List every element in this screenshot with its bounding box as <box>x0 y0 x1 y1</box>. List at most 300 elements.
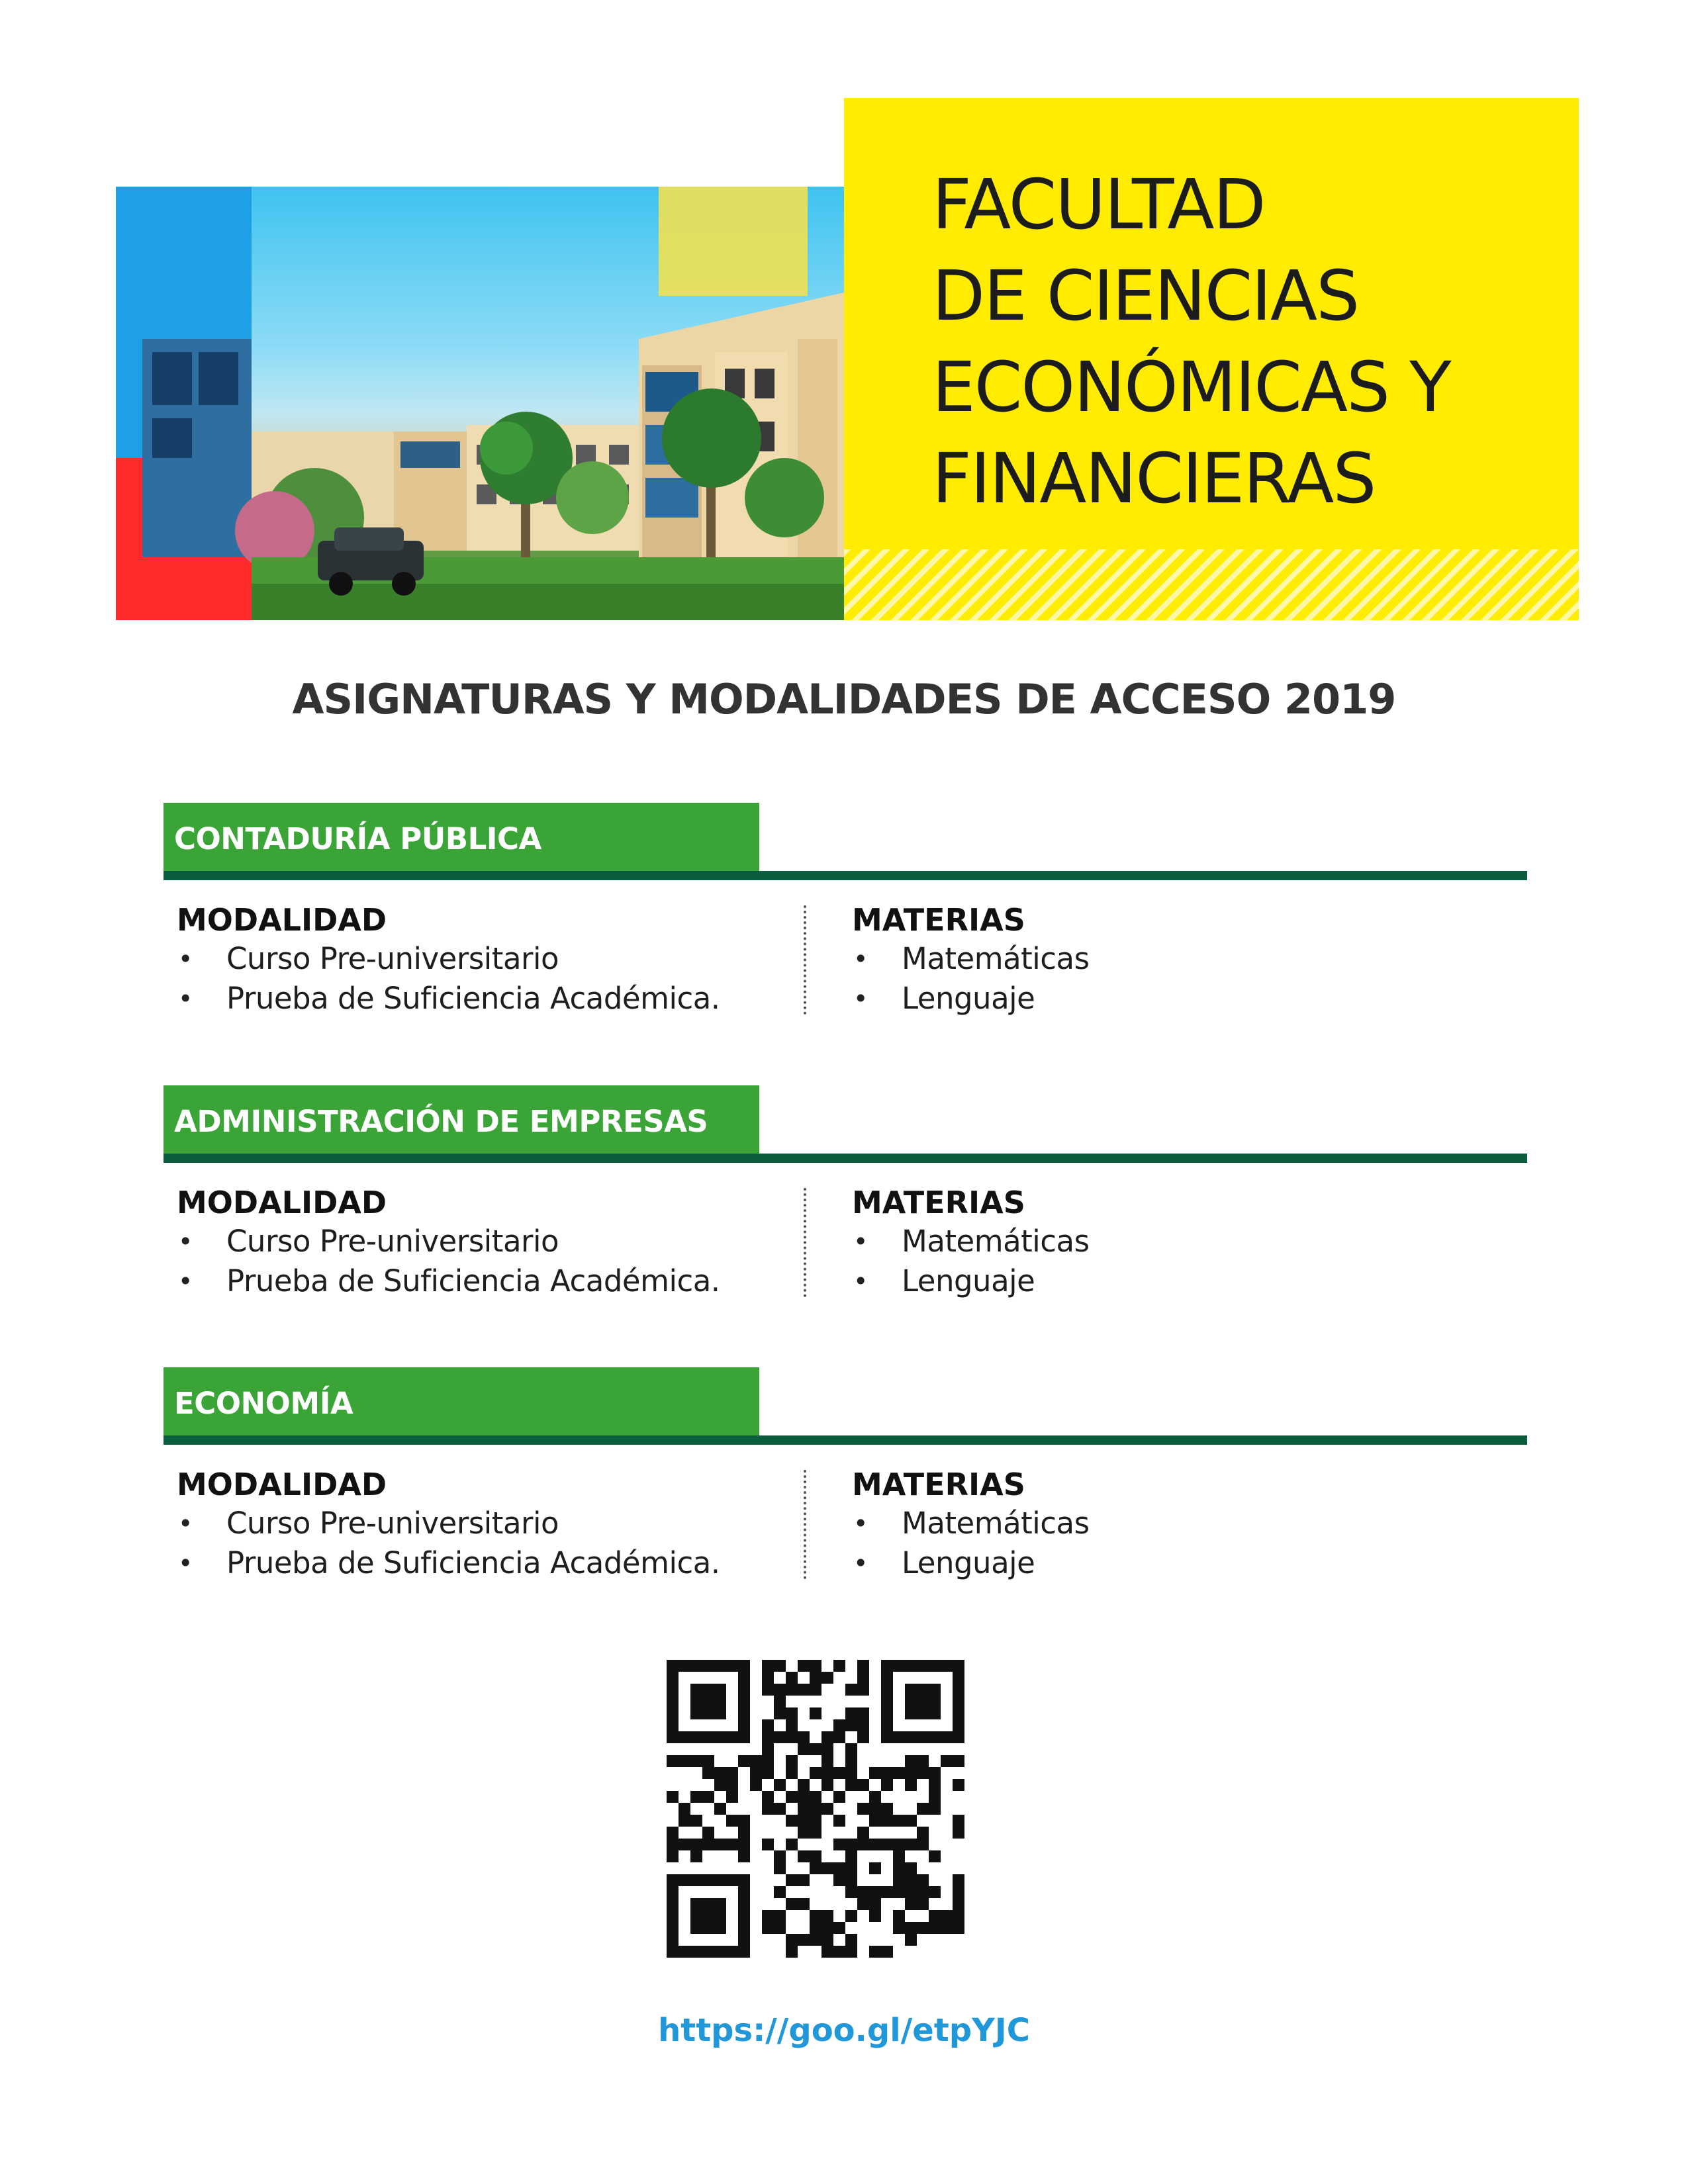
qr-module <box>774 1731 786 1743</box>
qr-module <box>905 1815 917 1827</box>
qr-module <box>714 1946 726 1958</box>
qr-module <box>953 1719 964 1731</box>
qr-module <box>690 1850 702 1862</box>
faculty-title-line-2: DE CIENCIAS <box>932 255 1359 336</box>
qr-module <box>905 1767 917 1779</box>
qr-module <box>702 1827 714 1839</box>
qr-module <box>702 1898 714 1910</box>
qr-module <box>857 1779 869 1791</box>
qr-module <box>750 1779 762 1791</box>
qr-module <box>762 1755 774 1767</box>
program-title: ADMINISTRACIÓN DE EMPRESAS <box>164 1085 759 1154</box>
qr-module <box>762 1922 774 1934</box>
qr-module <box>869 1898 881 1910</box>
qr-module <box>869 1946 881 1958</box>
qr-module <box>917 1886 929 1898</box>
qr-module <box>702 1684 714 1696</box>
qr-module <box>893 1910 905 1922</box>
qr-module <box>702 1946 714 1958</box>
qr-module <box>679 1946 690 1958</box>
qr-module <box>690 1731 702 1743</box>
qr-module <box>917 1660 929 1672</box>
qr-module <box>857 1898 869 1910</box>
qr-module <box>786 1755 798 1767</box>
qr-module <box>881 1886 893 1898</box>
qr-module <box>905 1707 917 1719</box>
qr-module <box>679 1874 690 1886</box>
qr-module <box>774 1803 786 1815</box>
qr-module <box>786 1672 798 1684</box>
qr-module <box>953 1707 964 1719</box>
qr-module <box>941 1660 953 1672</box>
qr-module <box>714 1803 726 1815</box>
qr-module <box>881 1660 893 1672</box>
qr-module <box>690 1815 702 1827</box>
bullet-icon: • <box>178 1227 193 1256</box>
qr-module <box>881 1707 893 1719</box>
qr-module <box>929 1767 941 1779</box>
list-item <box>852 1261 1474 1301</box>
qr-module <box>762 1767 774 1779</box>
qr-module <box>702 1660 714 1672</box>
qr-module <box>857 1707 869 1719</box>
qr-module <box>845 1850 857 1862</box>
qr-module <box>702 1839 714 1850</box>
qr-module <box>869 1862 881 1874</box>
column-divider <box>804 905 806 1015</box>
qr-module <box>786 1684 798 1696</box>
qr-module <box>786 1946 798 1958</box>
bullet-icon: • <box>178 1549 193 1578</box>
qr-module <box>881 1767 893 1779</box>
list-item <box>852 1504 1474 1543</box>
qr-module <box>667 1696 679 1707</box>
qr-module <box>845 1910 857 1922</box>
qr-module <box>845 1862 857 1874</box>
column-divider <box>804 1188 806 1297</box>
qr-module <box>726 1839 738 1850</box>
modalidad-column <box>177 1183 799 1301</box>
qr-module <box>690 1839 702 1850</box>
qr-module <box>810 1803 821 1815</box>
qr-module <box>929 1791 941 1803</box>
materias-column <box>852 1183 1474 1301</box>
qr-module <box>905 1696 917 1707</box>
qr-module <box>893 1874 905 1886</box>
qr-module <box>750 1755 762 1767</box>
qr-module <box>869 1910 881 1922</box>
qr-module <box>821 1743 833 1755</box>
qr-module <box>929 1850 941 1862</box>
qr-module <box>953 1886 964 1898</box>
qr-module <box>714 1779 726 1791</box>
qr-module <box>821 1755 833 1767</box>
modalidad-heading: MODALIDAD <box>177 902 387 938</box>
qr-module <box>786 1815 798 1827</box>
qr-module <box>821 1672 833 1684</box>
qr-module <box>845 1886 857 1898</box>
qr-module <box>810 1767 821 1779</box>
qr-module <box>702 1767 714 1779</box>
program-title: CONTADURÍA PÚBLICA <box>164 803 759 871</box>
qr-module <box>702 1874 714 1886</box>
qr-module <box>833 1791 845 1803</box>
qr-module <box>774 1779 786 1791</box>
qr-module <box>917 1696 929 1707</box>
bullet-icon: • <box>853 1267 868 1296</box>
materias-heading: MATERIAS <box>852 1467 1025 1502</box>
modalidad-heading: MODALIDAD <box>177 1467 387 1502</box>
qr-module <box>738 1839 750 1850</box>
qr-module <box>929 1731 941 1743</box>
qr-module <box>738 1910 750 1922</box>
qr-module <box>667 1946 679 1958</box>
qr-module <box>667 1672 679 1684</box>
qr-module <box>881 1719 893 1731</box>
qr-module <box>881 1684 893 1696</box>
qr-module <box>881 1946 893 1958</box>
qr-module <box>774 1922 786 1934</box>
qr-module <box>798 1827 810 1839</box>
qr-module <box>738 1898 750 1910</box>
qr-module <box>738 1874 750 1886</box>
qr-module <box>821 1862 833 1874</box>
materias-heading: MATERIAS <box>852 902 1025 938</box>
qr-module <box>679 1755 690 1767</box>
qr-module <box>953 1827 964 1839</box>
qr-module <box>667 1827 679 1839</box>
qr-module <box>798 1791 810 1803</box>
qr-module <box>690 1707 702 1719</box>
qr-module <box>869 1791 881 1803</box>
qr-module <box>762 1731 774 1743</box>
qr-code-graphic <box>667 1660 964 1958</box>
qr-module <box>798 1898 810 1910</box>
qr-module <box>679 1660 690 1672</box>
faculty-title <box>932 159 1561 524</box>
qr-module <box>905 1839 917 1850</box>
qr-module <box>774 1850 786 1862</box>
qr-module <box>917 1684 929 1696</box>
qr-module <box>667 1886 679 1898</box>
list-item-text: Curso Pre-universitario <box>226 1506 559 1541</box>
qr-module <box>702 1707 714 1719</box>
qr-module <box>857 1672 869 1684</box>
qr-module <box>953 1779 964 1791</box>
qr-module <box>881 1815 893 1827</box>
qr-module <box>798 1815 810 1827</box>
qr-module <box>857 1886 869 1898</box>
qr-module <box>774 1862 786 1874</box>
qr-module <box>690 1684 702 1696</box>
qr-module <box>702 1910 714 1922</box>
qr-module <box>917 1755 929 1767</box>
qr-module <box>726 1731 738 1743</box>
qr-module <box>845 1946 857 1958</box>
list-item <box>177 1504 799 1543</box>
qr-module <box>833 1815 845 1827</box>
qr-module <box>667 1839 679 1850</box>
list-item-text: Prueba de Suficiencia Académica. <box>226 1263 720 1298</box>
qr-module <box>714 1660 726 1672</box>
program-administracion-de-empresas <box>164 1085 1527 1363</box>
list-item <box>177 1543 799 1583</box>
qr-module <box>798 1660 810 1672</box>
qr-module <box>833 1660 845 1672</box>
qr-module <box>774 1886 786 1898</box>
qr-module <box>738 1827 750 1839</box>
qr-module <box>845 1934 857 1946</box>
qr-module <box>714 1874 726 1886</box>
qr-module <box>762 1791 774 1803</box>
qr-module <box>786 1791 798 1803</box>
qr-module <box>667 1731 679 1743</box>
qr-module <box>810 1672 821 1684</box>
qr-module <box>774 1660 786 1672</box>
qr-module <box>929 1660 941 1672</box>
qr-module <box>869 1839 881 1850</box>
qr-module <box>667 1719 679 1731</box>
qr-module <box>738 1886 750 1898</box>
qr-code[interactable] <box>667 1660 964 1958</box>
qr-module <box>833 1862 845 1874</box>
qr-module <box>833 1731 845 1743</box>
qr-module <box>810 1922 821 1934</box>
qr-module <box>893 1839 905 1850</box>
qr-module <box>726 1791 738 1803</box>
modalidad-heading: MODALIDAD <box>177 1185 387 1220</box>
qr-module <box>845 1719 857 1731</box>
qr-module <box>786 1839 798 1850</box>
qr-module <box>953 1731 964 1743</box>
qr-module <box>762 1839 774 1850</box>
qr-module <box>798 1874 810 1886</box>
materias-heading: MATERIAS <box>852 1185 1025 1220</box>
list-item <box>177 939 799 979</box>
list-item-text: Matemáticas <box>902 1224 1090 1259</box>
qr-module <box>810 1850 821 1862</box>
qr-module <box>929 1886 941 1898</box>
qr-module <box>762 1684 774 1696</box>
qr-module <box>762 1660 774 1672</box>
qr-module <box>821 1910 833 1922</box>
qr-module <box>738 1684 750 1696</box>
qr-module <box>857 1839 869 1850</box>
list-item-text: Curso Pre-universitario <box>226 941 559 976</box>
bullet-icon: • <box>178 944 193 974</box>
qr-module <box>714 1839 726 1850</box>
qr-module <box>738 1672 750 1684</box>
qr-module <box>738 1850 750 1862</box>
program-economia <box>164 1367 1527 1645</box>
qr-module <box>893 1862 905 1874</box>
qr-module <box>857 1719 869 1731</box>
qr-module <box>905 1660 917 1672</box>
qr-module <box>833 1839 845 1850</box>
qr-module <box>953 1755 964 1767</box>
list-item-text: Lenguaje <box>902 1545 1035 1580</box>
modalidad-list <box>177 1222 799 1301</box>
qr-module <box>702 1922 714 1934</box>
qr-module <box>929 1696 941 1707</box>
qr-module <box>667 1660 679 1672</box>
qr-module <box>786 1731 798 1743</box>
qr-module <box>690 1660 702 1672</box>
qr-module <box>905 1731 917 1743</box>
qr-module <box>738 1934 750 1946</box>
qr-module <box>953 1910 964 1922</box>
qr-module <box>762 1743 774 1755</box>
campus-photo <box>116 187 844 620</box>
modalidad-column <box>177 1465 799 1583</box>
qr-module <box>738 1719 750 1731</box>
qr-module <box>738 1946 750 1958</box>
qr-module <box>845 1779 857 1791</box>
qr-module <box>798 1934 810 1946</box>
qr-module <box>845 1767 857 1779</box>
qr-module <box>690 1910 702 1922</box>
qr-module <box>869 1803 881 1815</box>
qr-module <box>786 1719 798 1731</box>
hatch-pattern <box>844 549 1579 620</box>
qr-module <box>881 1731 893 1743</box>
qr-module <box>810 1934 821 1946</box>
qr-module <box>798 1850 810 1862</box>
qr-module <box>738 1660 750 1672</box>
qr-module <box>810 1660 821 1672</box>
qr-module <box>881 1779 893 1791</box>
column-divider <box>804 1470 806 1579</box>
qr-module <box>798 1731 810 1743</box>
qr-module <box>953 1660 964 1672</box>
program-title: ECONOMÍA <box>164 1367 759 1435</box>
qr-module <box>679 1803 690 1815</box>
qr-module <box>845 1874 857 1886</box>
qr-module <box>953 1898 964 1910</box>
qr-module <box>810 1684 821 1696</box>
qr-module <box>941 1910 953 1922</box>
qr-module <box>762 1672 774 1684</box>
qr-module <box>881 1696 893 1707</box>
qr-module <box>905 1874 917 1886</box>
qr-module <box>845 1707 857 1719</box>
short-url-link[interactable]: https://goo.gl/etpYJC <box>658 2012 1030 2049</box>
qr-module <box>774 1707 786 1719</box>
qr-module <box>929 1910 941 1922</box>
qr-module <box>905 1886 917 1898</box>
qr-module <box>714 1767 726 1779</box>
qr-module <box>845 1684 857 1696</box>
qr-module <box>869 1815 881 1827</box>
qr-module <box>929 1803 941 1815</box>
qr-module <box>857 1731 869 1743</box>
page-heading: ASIGNATURAS Y MODALIDADES DE ACCESO 2019 <box>292 675 1396 723</box>
qr-module <box>786 1934 798 1946</box>
qr-module <box>714 1684 726 1696</box>
qr-module <box>833 1946 845 1958</box>
qr-module <box>738 1922 750 1934</box>
qr-module <box>726 1815 738 1827</box>
list-item <box>177 1222 799 1261</box>
qr-module <box>893 1922 905 1934</box>
qr-module <box>690 1755 702 1767</box>
qr-module <box>667 1910 679 1922</box>
qr-module <box>810 1910 821 1922</box>
list-item <box>852 979 1474 1019</box>
materias-list <box>852 1504 1474 1583</box>
faculty-title-line-1: FACULTAD <box>932 164 1265 245</box>
program-contaduria-publica <box>164 803 1527 1081</box>
qr-module <box>845 1743 857 1755</box>
list-item-text: Matemáticas <box>902 941 1090 976</box>
qr-module <box>798 1803 810 1815</box>
qr-module <box>738 1815 750 1827</box>
qr-module <box>762 1910 774 1922</box>
qr-module <box>714 1898 726 1910</box>
faculty-title-line-3: ECONÓMICAS Y <box>932 347 1450 428</box>
list-item <box>852 1222 1474 1261</box>
modalidad-column <box>177 901 799 1019</box>
qr-module <box>905 1755 917 1767</box>
qr-module <box>810 1827 821 1839</box>
qr-module <box>702 1755 714 1767</box>
qr-module <box>714 1707 726 1719</box>
qr-module <box>953 1874 964 1886</box>
qr-module <box>833 1767 845 1779</box>
qr-module <box>893 1767 905 1779</box>
qr-module <box>917 1707 929 1719</box>
qr-module <box>953 1672 964 1684</box>
qr-module <box>690 1696 702 1707</box>
list-item-text: Prueba de Suficiencia Académica. <box>226 1545 720 1580</box>
qr-module <box>738 1696 750 1707</box>
qr-module <box>845 1755 857 1767</box>
qr-module <box>821 1803 833 1815</box>
qr-module <box>726 1779 738 1791</box>
bullet-icon: • <box>178 1267 193 1296</box>
qr-module <box>917 1898 929 1910</box>
list-item-text: Curso Pre-universitario <box>226 1224 559 1259</box>
qr-module <box>821 1779 833 1791</box>
qr-module <box>774 1684 786 1696</box>
materias-column <box>852 1465 1474 1583</box>
qr-module <box>786 1707 798 1719</box>
qr-module <box>893 1660 905 1672</box>
qr-module <box>929 1922 941 1934</box>
qr-module <box>929 1779 941 1791</box>
qr-module <box>786 1898 798 1910</box>
qr-module <box>929 1684 941 1696</box>
qr-module <box>667 1755 679 1767</box>
list-item-text: Prueba de Suficiencia Académica. <box>226 981 720 1016</box>
qr-module <box>679 1815 690 1827</box>
bullet-icon: • <box>853 944 868 974</box>
qr-module <box>762 1719 774 1731</box>
qr-module <box>726 1946 738 1958</box>
qr-module <box>726 1660 738 1672</box>
qr-module <box>941 1755 953 1767</box>
qr-module <box>714 1731 726 1743</box>
modalidad-list <box>177 939 799 1019</box>
qr-module <box>810 1791 821 1803</box>
qr-module <box>798 1743 810 1755</box>
qr-module <box>917 1839 929 1850</box>
bullet-icon: • <box>853 984 868 1013</box>
qr-module <box>893 1850 905 1862</box>
qr-module <box>905 1779 917 1791</box>
program-rule <box>164 1154 1527 1163</box>
qr-module <box>821 1934 833 1946</box>
